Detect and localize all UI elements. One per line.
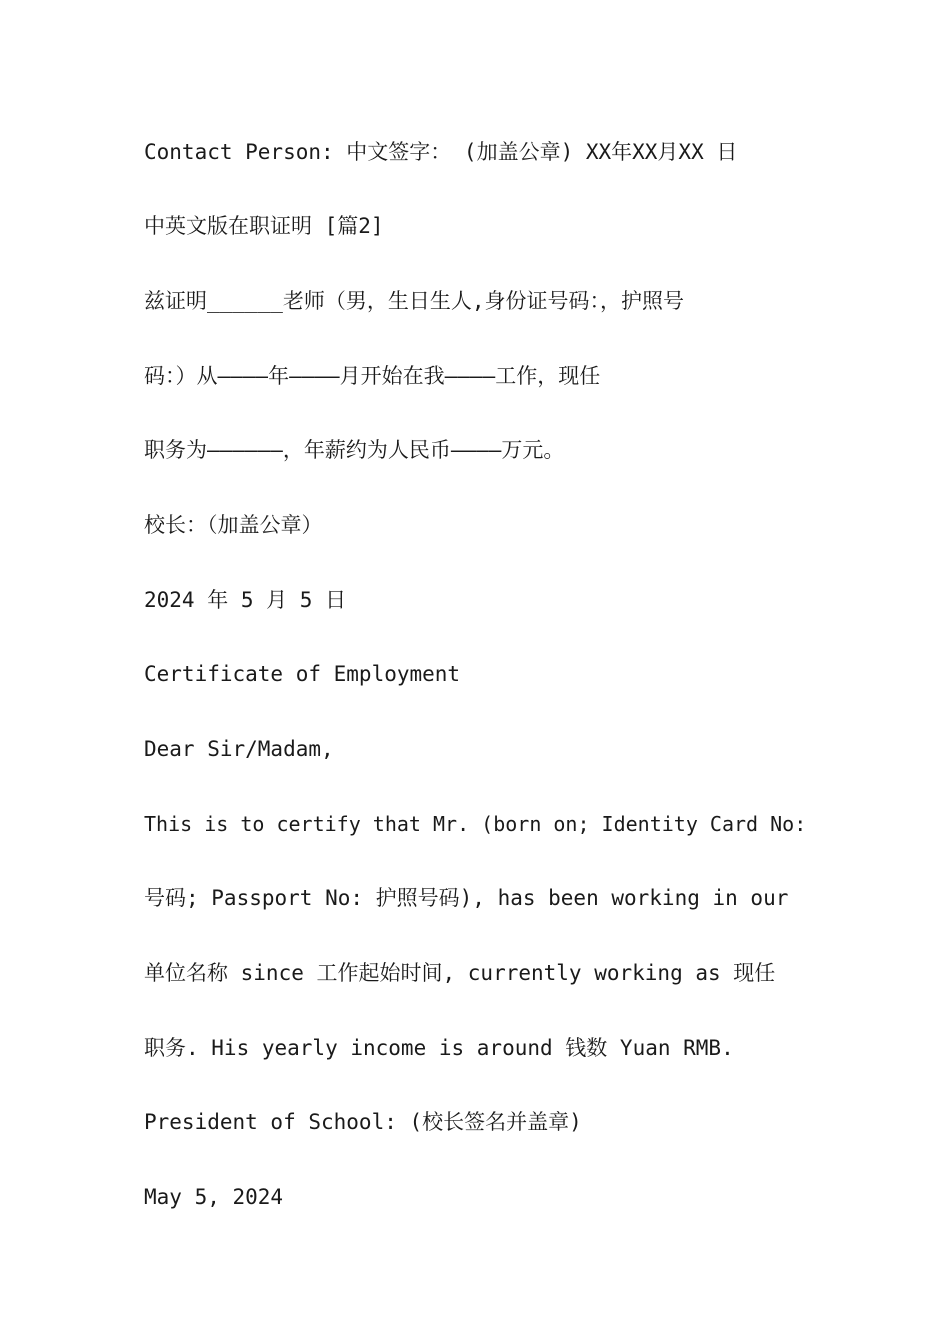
chinese-body-line-2: 码：）从————年————月开始在我————工作，现任 bbox=[144, 364, 601, 388]
english-date: May 5, 2024 bbox=[144, 1185, 284, 1209]
english-title: Certificate of Employment bbox=[144, 662, 461, 686]
salutation: Dear Sir/Madam, bbox=[144, 737, 334, 761]
president-signature-line: President of School: (校长签名并盖章) bbox=[144, 1110, 582, 1134]
section-heading: 中英文版在职证明 [篇2] bbox=[144, 214, 384, 238]
chinese-body-line-1: 兹证明______老师（男，生日生人,身份证号码：，护照号 bbox=[144, 289, 684, 313]
principal-signature-line: 校长：（加盖公章） bbox=[144, 513, 323, 537]
english-body-line-4: 职务. His yearly income is around 钱数 Yuan RMB. bbox=[144, 1036, 734, 1060]
english-body-line-2: 号码; Passport No: 护照号码), has been working in our bbox=[144, 886, 789, 910]
contact-person-line: Contact Person: 中文签字： (加盖公章) XX年XX月XX 日 bbox=[144, 140, 738, 164]
english-body-line-3: 单位名称 since 工作起始时间, currently working as 现任 bbox=[144, 961, 776, 985]
chinese-date: 2024 年 5 月 5 日 bbox=[144, 588, 347, 612]
english-body-line-1: This is to certify that Mr. (born on; Identity Card No: bbox=[144, 812, 807, 836]
chinese-body-line-3: 职务为——————，年薪约为人民币————万元。 bbox=[144, 438, 565, 462]
